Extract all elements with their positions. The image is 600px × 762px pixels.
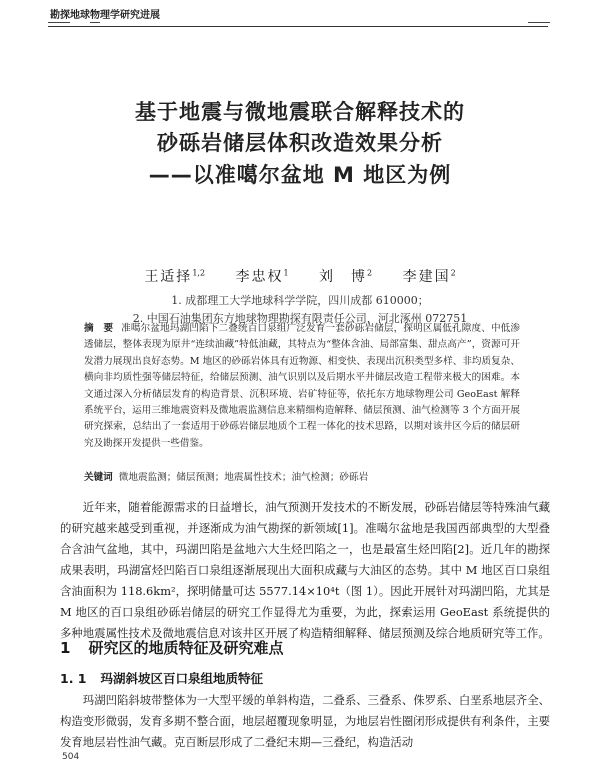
- author: 李建国$^2$: [402, 268, 456, 285]
- abstract-label: 摘 要: [84, 323, 114, 334]
- affiliation-2: 2. 中国石油集团东方地球物理勘探有限责任公司，河北涿州 072751: [132, 312, 468, 325]
- section-heading-1: 1 研究区的地质特征及研究难点: [60, 639, 284, 657]
- section-paragraph: 玛湖凹陷斜坡带整体为一大型平缓的单斜构造，二叠系、三叠系、侏罗系、白垩系地层齐全、构造变形微弱，发育多期不整合面，地层超覆现象明显，为地层岩性圈闭形成提供有利条件，主要发育地层岩性油气藏。克百断层形成了二叠纪末期—三叠纪，构造活动: [60, 693, 550, 749]
- paper-title-line-2: 砂砾岩储层体积改造效果分析: [157, 131, 443, 155]
- author: 刘 博$^2$: [319, 268, 373, 285]
- keywords: [84, 470, 520, 486]
- header-rule-dash: [90, 22, 100, 23]
- header-rule-dash: [528, 22, 550, 23]
- author: 王适择$^{1,2}$: [144, 268, 206, 285]
- header-rule-dash: [48, 22, 70, 23]
- page-number: 504: [62, 752, 80, 762]
- paper-title-line-1: 基于地震与微地震联合解释技术的: [135, 100, 465, 124]
- abstract-text: 准噶尔盆地玛湖凹陷下二叠统百口泉组广泛发育一套砂砾岩储层，探明区属低孔隙度、中低渗透储层，整体表现为原井“连续油藏”特低油藏，其特点为“整体含油、局部富集、甜点高产”，资源可开发潜力展现出良好态势。M 地区的砂砾岩体具有近物源、相变快、表现出沉积类型多样、非均质复杂、横向非均质性强等储层特征，给储层预测、油气识别以及后期水平井储层改造工程带来极大的困难。本文通过深入分析储层发育的构造背景、沉积环境、岩矿特征等，依托东方地球物理公司 GeoEast 解释系统平台，运用三维地震资料及微地震监测信息来精细构造解释、储层预测、油气检测等 3 个方面开展研究探索，总结出了一套适用于砂砾岩储层地质个工程一体化的技术思路，以期对该井区今后的储层研究及勘探开发提供一些借鉴。: [84, 323, 521, 449]
- keywords-label: 关键词: [84, 472, 113, 483]
- intro-paragraph: 近年来，随着能源需求的日益增长，油气预测开发技术的不断发展，砂砾岩储层等特殊油气藏的研究越来越受到重视，并逐渐成为油气勘探的新领域[1]。准噶尔盆地是我国西部典型的大型叠合含油气盆地，其中，玛湖凹陷是盆地六大生烃凹陷之一，也是最富生烃凹陷[2]。近几年的勘探成果表明，玛湖富烃凹陷百口泉组逐渐展现出大面积成藏与大油区的态势。其中 M 地区百口泉组含油面积为 118.6km²，探明储量可达 5577.14×10⁴t（图 1）。因此开展针对玛湖凹陷，尤其是 M 地区的百口泉组砂砾岩储层的研究工作显得尤为重要，为此，探索运用 GeoEast 系统提供的多种地震属性技术及微地震信息对该井区开展了构造精细解释、储层预测及综合地质研究等工作。: [60, 500, 550, 640]
- abstract: [84, 321, 520, 452]
- author-list: [0, 266, 600, 286]
- affiliation-1: 1. 成都理工大学地球科学学院，四川成都 610000；: [171, 294, 429, 307]
- subsection-heading-1-1: 1. 1 玛湖斜坡区百口泉组地质特征: [60, 671, 264, 686]
- author: 李忠权$^1$: [235, 268, 289, 285]
- header-rule: [48, 26, 548, 27]
- running-head: 勘探地球物理学研究进展: [50, 10, 160, 21]
- keywords-text: 微地震监测；储层预测；地震属性技术；油气检测；砂砾岩: [118, 472, 369, 483]
- paper-title-line-3: ——以准噶尔盆地 M 地区为例: [148, 163, 452, 187]
